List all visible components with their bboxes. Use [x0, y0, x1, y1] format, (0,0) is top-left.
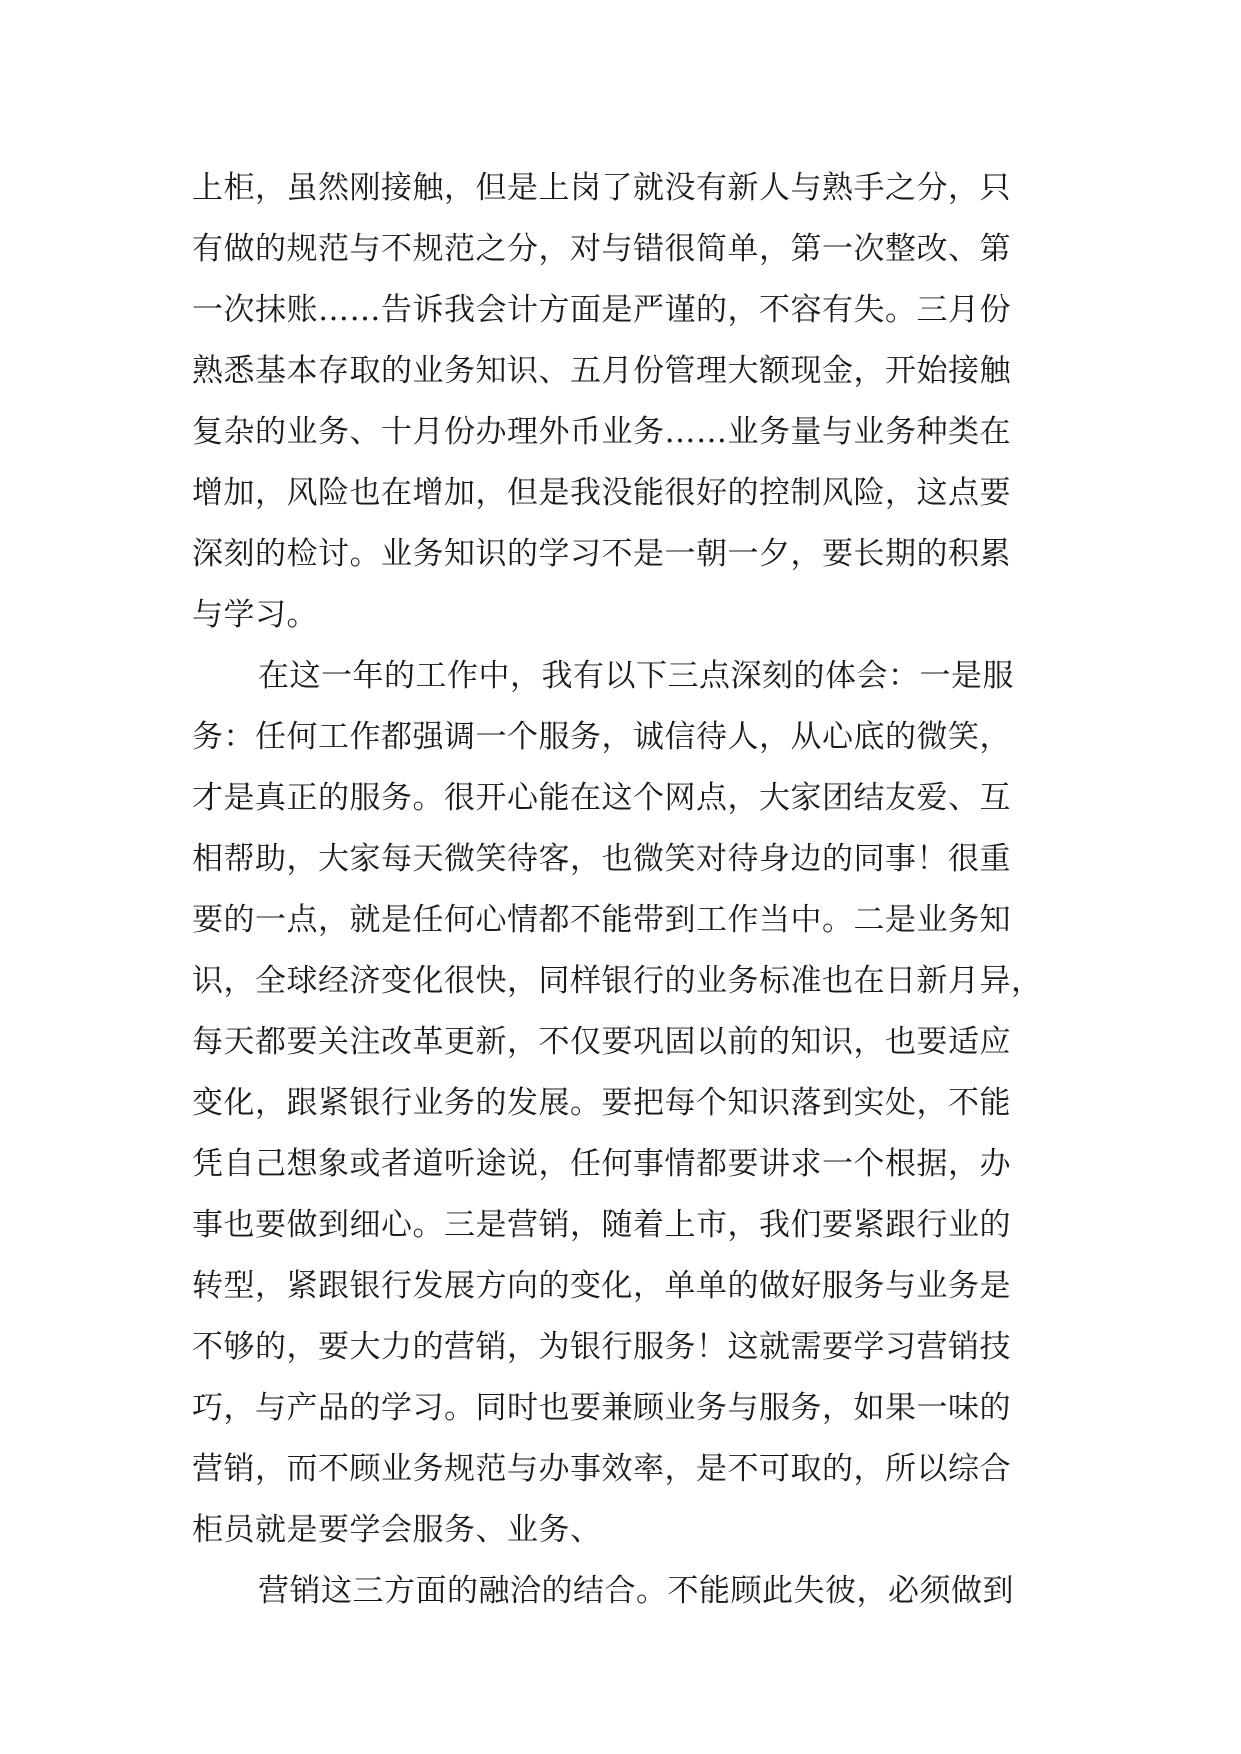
paragraph-1	[192, 158, 1072, 646]
text-line: 上柜，虽然刚接触，但是上岗了就没有新人与熟手之分，只	[192, 170, 1011, 206]
text-line: 变化，跟紧银行业务的发展。要把每个知识落到实处，不能	[192, 1085, 1011, 1121]
text-line: 营销这三方面的融洽的结合。不能顾此失彼，必须做到	[258, 1573, 1014, 1609]
paragraph-2	[192, 646, 1072, 1561]
text-line: 相帮助，大家每天微笑待客，也微笑对待身边的同事！很重	[192, 841, 1011, 877]
text-line: 与学习。	[192, 597, 318, 633]
text-line: 巧，与产品的学习。同时也要兼顾业务与服务，如果一味的	[192, 1390, 1011, 1426]
paragraph-3	[192, 1561, 1072, 1622]
text-line: 每天都要关注改革更新，不仅要巩固以前的知识，也要适应	[192, 1024, 1011, 1060]
body-text	[192, 158, 1072, 1622]
text-line: 深刻的检讨。业务知识的学习不是一朝一夕，要长期的积累	[192, 536, 1011, 572]
text-line: 柜员就是要学会服务、业务、	[192, 1512, 602, 1548]
text-line: 不够的，要大力的营销，为银行服务！这就需要学习营销技	[192, 1329, 1011, 1365]
text-line: 凭自己想象或者道听途说，任何事情都要讲求一个根据，办	[192, 1146, 1011, 1182]
text-line: 识，全球经济变化很快，同样银行的业务标准也在日新月异，	[192, 963, 1043, 999]
text-line: 营销，而不顾业务规范与办事效率，是不可取的，所以综合	[192, 1451, 1011, 1487]
text-line: 要的一点，就是任何心情都不能带到工作当中。二是业务知	[192, 902, 1011, 938]
text-line: 事也要做到细心。三是营销，随着上市，我们要紧跟行业的	[192, 1207, 1011, 1243]
text-line: 在这一年的工作中，我有以下三点深刻的体会：一是服	[258, 658, 1014, 694]
text-line: 增加，风险也在增加，但是我没能很好的控制风险，这点要	[192, 475, 1011, 511]
text-line: 复杂的业务、十月份办理外币业务……业务量与业务种类在	[192, 414, 1011, 450]
text-line: 才是真正的服务。很开心能在这个网点，大家团结友爱、互	[192, 780, 1011, 816]
text-line: 熟悉基本存取的业务知识、五月份管理大额现金，开始接触	[192, 353, 1011, 389]
text-line: 转型，紧跟银行发展方向的变化，单单的做好服务与业务是	[192, 1268, 1011, 1304]
text-line: 一次抹账……告诉我会计方面是严谨的，不容有失。三月份	[192, 292, 1011, 328]
text-line: 务：任何工作都强调一个服务，诚信待人，从心底的微笑，	[192, 719, 1011, 755]
text-line: 有做的规范与不规范之分，对与错很简单，第一次整改、第	[192, 231, 1011, 267]
